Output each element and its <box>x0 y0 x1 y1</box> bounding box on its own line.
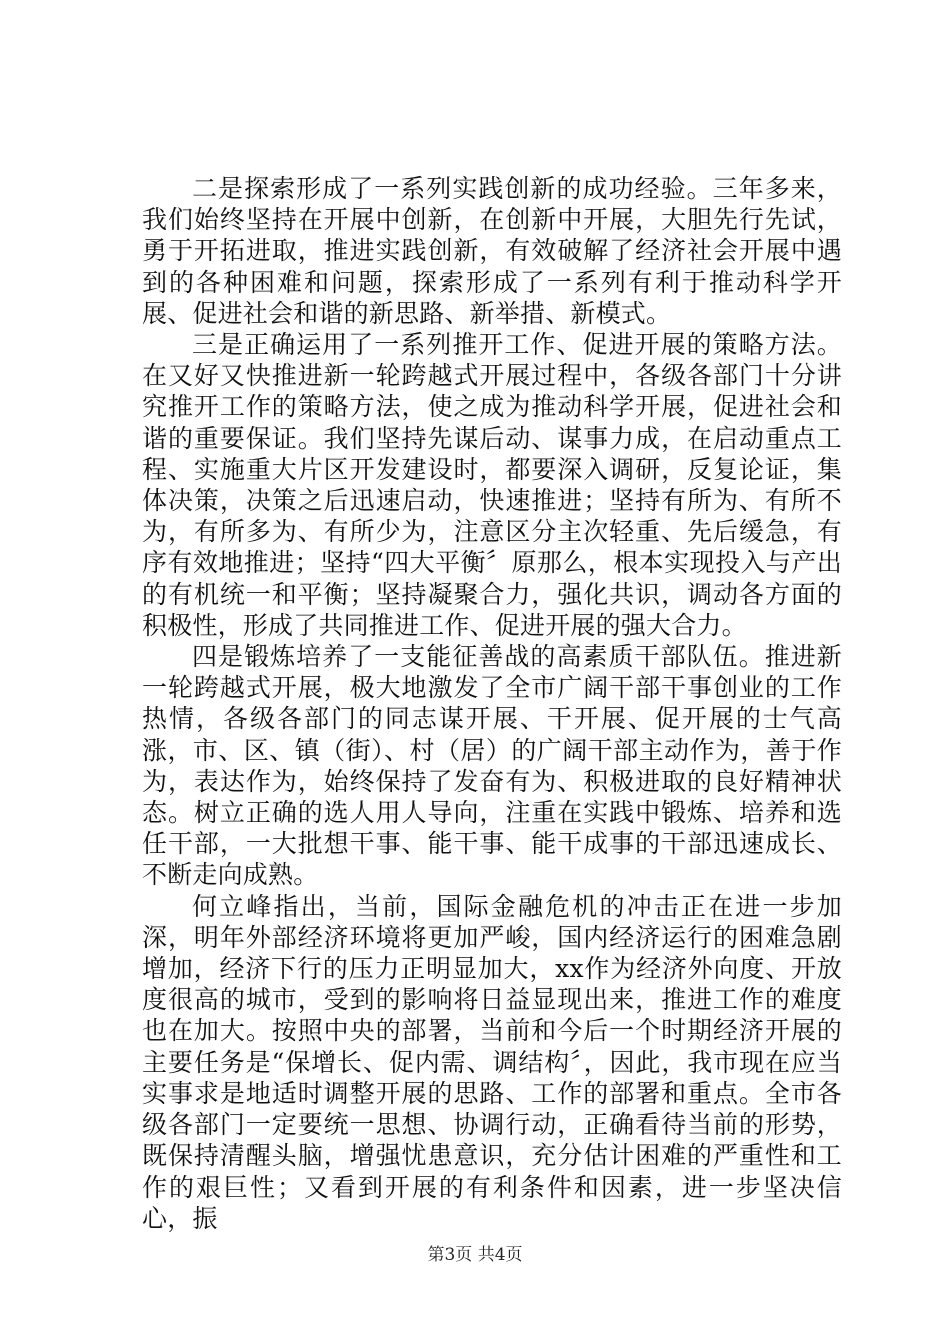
page-footer <box>0 1240 950 1265</box>
paragraph: 四是锻炼培养了一支能征善战的高素质干部队伍。推进新一轮跨越式开展，极大地激发了全市广阔干部干事创业的工作热情，各级各部门的同志谋开展、干开展、促开展的士气高涨，市、区、镇（街）、村（居）的广阔干部主动作为，善于作为，表达作为，始终保持了发奋有为、积极进取的良好精神状态。树立正确的选人用人导向，注重在实践中锻炼、培养和选任干部，一大批想干事、能干事、能干成事的干部迅速成长、不断走向成熟。 <box>142 642 842 890</box>
paragraph: 三是正确运用了一系列推开工作、促进开展的策略方法。在又好又快推进新一轮跨越式开展过程中，各级各部门十分讲究推开工作的策略方法，使之成为推动科学开展，促进社会和谐的重要保证。我们坚持先谋后动、谋事力成，在启动重点工程、实施重大片区开发建设时，都要深入调研，反复论证，集体决策，决策之后迅速启动，快速推进；坚持有所为、有所不为，有所多为、有所少为，注意区分主次轻重、先后缓急，有序有效地推进；坚持“四大平衡〞原那么，根本实现投入与产出的有机统一和平衡；坚持凝聚合力，强化共识，调动各方面的积极性，形成了共同推进工作、促进开展的强大合力。 <box>142 330 842 640</box>
paragraph: 何立峰指出，当前，国际金融危机的冲击正在进一步加深，明年外部经济环境将更加严峻，国内经济运行的困难急剧增加，经济下行的压力正明显加大，xx作为经济外向度、开放度很高的城市，受到的影响将日益显现出来，推进工作的难度也在加大。按照中央的部署，当前和今后一个时期经济开展的主要任务是“保增长、促内需、调结构〞，因此，我市现在应当实事求是地适时调整开展的思路、工作的部署和重点。全市各级各部门一定要统一思想、协调行动，正确看待当前的形势，既保持清醒头脑，增强忧患意识，充分估计困难的严重性和工作的艰巨性；又看到开展的有利条件和因素，进一步坚决信心，振 <box>142 891 842 1233</box>
page-number: 第3页 共4页 <box>427 1245 523 1265</box>
document-body <box>142 173 842 1234</box>
paragraph: 二是探索形成了一系列实践创新的成功经验。三年多来，我们始终坚持在开展中创新，在创新中开展，大胆先行先试，勇于开拓进取，推进实践创新，有效破解了经济社会开展中遇到的各种困难和问题，探索形成了一系列有利于推动科学开展、促进社会和谐的新思路、新举措、新模式。 <box>142 174 842 328</box>
